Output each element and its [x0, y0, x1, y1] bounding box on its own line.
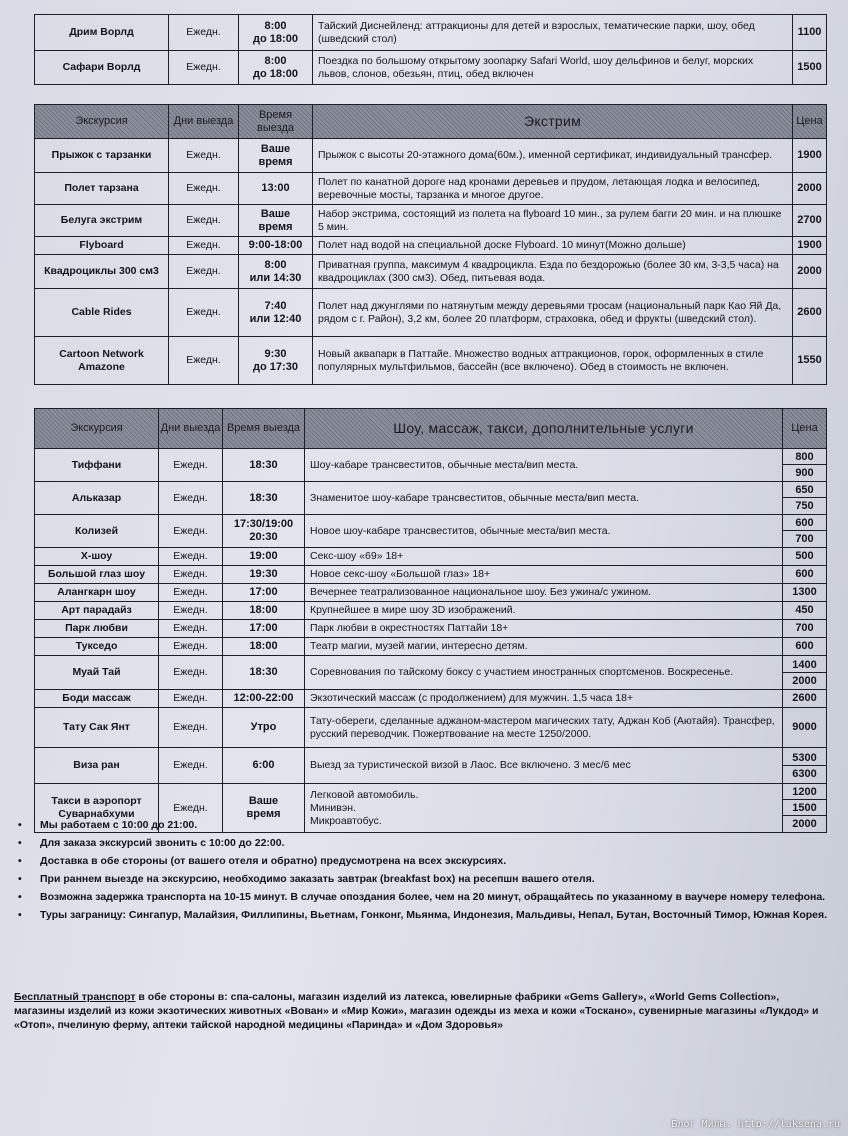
tour-time — [223, 620, 305, 638]
tour-description — [305, 602, 783, 620]
tour-description — [305, 482, 783, 515]
table-row — [35, 638, 827, 656]
price-line: 800 — [783, 449, 826, 465]
bullet-icon: • — [18, 855, 22, 867]
time-line: 18:00 — [249, 640, 278, 652]
tour-time — [223, 449, 305, 482]
time-line: Ваше — [260, 207, 291, 220]
price-line: 2000 — [792, 674, 817, 687]
description-line: Новое шоу-кабаре трансвеститов, обычные места/вип места. — [310, 524, 611, 537]
header-tour: Экскурсия — [35, 105, 169, 139]
description-line: Минивэн. — [310, 801, 356, 814]
tour-description — [305, 656, 783, 690]
note-text: Доставка в обе стороны (от вашего отеля и обратно) предусмотрена на всех экскурсиях. — [40, 855, 507, 867]
tour-price — [783, 656, 827, 690]
tour-time — [223, 584, 305, 602]
description-line: Новое секс-шоу «Большой глаз» 18+ — [310, 568, 491, 580]
tour-name: Прыжок с тарзанки — [35, 139, 169, 173]
price-lines — [783, 657, 826, 689]
header-time: Время выезда — [223, 409, 305, 449]
tour-time — [239, 205, 313, 237]
free-transport-text: в обе стороны в: спа-салоны, магазин изделий из латекса, ювелирные фабрики «Gems Gallery», «World Gems Collection», магазины изделий из кожи экзотических животных «Вован» и «Мир Кожи», магазин одежды из меха и кожи «Тоскано», сувенирные магазины «Лукдод» и «Отоп», пчелиную ферму, аптеки тайской народной медицины «Паринда» и «Дом Здоровья» — [14, 991, 819, 1031]
note-item — [18, 818, 828, 833]
tour-description — [305, 620, 783, 638]
time-line: Ваше — [260, 142, 291, 155]
table-row — [35, 708, 827, 748]
header-section: Экстрим — [313, 105, 793, 139]
time-line: Утро — [250, 721, 277, 733]
tour-days: Ежедн. — [169, 15, 239, 51]
tour-name: Арт парадайз — [35, 602, 159, 620]
tour-days: Ежедн. — [169, 173, 239, 205]
free-transport-label: Бесплатный транспорт — [14, 991, 136, 1003]
time-line: 20:30 — [249, 531, 278, 543]
tour-time — [239, 139, 313, 173]
header-tour: Экскурсия — [35, 409, 159, 449]
tour-price: 1100 — [793, 15, 827, 51]
tour-days: Ежедн. — [159, 638, 223, 656]
tour-name: Cable Rides — [35, 289, 169, 337]
tour-days: Ежедн. — [159, 482, 223, 515]
tour-name: Виза ран — [35, 748, 159, 784]
tour-time — [239, 289, 313, 337]
table-row — [35, 620, 827, 638]
table-row — [35, 237, 827, 255]
tour-time — [223, 548, 305, 566]
description-line: Экзотический массаж (с продолжением) для мужчин. 1,5 часа 18+ — [310, 692, 634, 704]
table-shows — [34, 408, 827, 833]
table-row — [35, 515, 827, 548]
time-line: время — [246, 808, 281, 820]
tour-description — [305, 690, 783, 708]
tour-description: Полет над водой на специальной доске Flyboard. 10 минут(Можно дольше) — [313, 237, 793, 255]
time-line: 19:30 — [249, 568, 278, 580]
header-price: Цена — [793, 105, 827, 139]
table-row — [35, 748, 827, 784]
tour-price: 1900 — [793, 139, 827, 173]
tour-time — [223, 515, 305, 548]
table-row — [35, 449, 827, 482]
time-line: или 14:30 — [249, 271, 302, 284]
footer-watermark: Блог Милы. http://laksena.ru — [671, 1119, 840, 1130]
note-text: При раннем выезде на экскурсию, необходимо заказать завтрак (breakfast box) на ресепшн вашего отеля. — [40, 873, 595, 885]
tour-name: Сафари Ворлд — [35, 51, 169, 85]
tour-time — [239, 51, 313, 85]
price-line: 2000 — [792, 818, 817, 830]
time-line: 8:00 — [264, 54, 287, 67]
time-line: до 18:00 — [253, 32, 298, 45]
bullet-icon: • — [18, 891, 22, 903]
tour-name: Муай Тай — [35, 656, 159, 690]
table-extreme — [34, 104, 827, 385]
description-line: Знаменитое шоу-кабаре трансвеститов, обычные места/вип места. — [310, 491, 639, 504]
tour-price: 1550 — [793, 337, 827, 385]
tour-time — [239, 173, 313, 205]
time-line: 9:00-18:00 — [248, 239, 303, 251]
tour-name: Колизей — [35, 515, 159, 548]
time-line: 19:00 — [249, 550, 278, 562]
tour-name: Квадроциклы 300 см3 — [35, 255, 169, 289]
table-row — [35, 566, 827, 584]
tour-description: Тайский Диснейленд: аттракционы для детей и взрослых, тематические парки, шоу, обед (шведский стол) — [313, 15, 793, 51]
time-line: до 18:00 — [253, 67, 298, 80]
tour-description: Прыжок с высоты 20-этажного дома(60м.), именной сертификат, индивидуальный трансфер. — [313, 139, 793, 173]
price-line: 600 — [783, 515, 826, 531]
tour-price: 1500 — [793, 51, 827, 85]
description-line: Легковой автомобиль. — [310, 788, 419, 801]
price-lines — [783, 482, 826, 514]
tour-price: 600 — [783, 638, 827, 656]
free-transport — [14, 990, 824, 1032]
tour-price — [783, 748, 827, 784]
table-row — [35, 690, 827, 708]
time-line: 18:30 — [249, 458, 278, 471]
tour-time — [239, 237, 313, 255]
price-lines — [783, 750, 826, 782]
note-text: Туры заграницу: Сингапур, Малайзия, Филлипины, Вьетнам, Гонконг, Мьянма, Индонезия, Мальдивы, Непал, Бутан, Восточный Тимор, Южная Корея. — [40, 909, 828, 921]
time-line: 17:00 — [249, 622, 278, 634]
description-line: Микроавтобус. — [310, 814, 382, 827]
tour-price — [783, 515, 827, 548]
tour-description: Набор экстрима, состоящий из полета на flyboard 10 мин., за рулем багги 20 мин. и на плюшке 5 мин. — [313, 205, 793, 237]
tour-time — [239, 15, 313, 51]
tour-days: Ежедн. — [159, 690, 223, 708]
tour-price: 2700 — [793, 205, 827, 237]
tour-description: Полет над джунглями по натянутым между деревьями тросам (национальный парк Као Яй Да, рядом с г. Район), 3,2 км, более 20 платформ, страховка, обед и фрукты (шведский стол). — [313, 289, 793, 337]
note-item — [18, 872, 828, 887]
price-line: 1500 — [783, 800, 826, 816]
tour-price — [783, 482, 827, 515]
tour-price: 2600 — [783, 690, 827, 708]
description-line: Крупнейшее в мире шоу 3D изображений. — [310, 604, 516, 616]
tour-days: Ежедн. — [169, 205, 239, 237]
tour-time — [223, 708, 305, 748]
price-line: 650 — [783, 482, 826, 498]
tour-name: Полет тарзана — [35, 173, 169, 205]
tour-days: Ежедн. — [159, 548, 223, 566]
table-row — [35, 139, 827, 173]
tour-price: 450 — [783, 602, 827, 620]
time-line: 17:30/19:00 — [233, 518, 294, 530]
time-line: время — [258, 155, 293, 168]
time-line: 6:00 — [252, 759, 275, 771]
price-line: 700 — [795, 533, 814, 545]
description-line: Выезд за туристической визой в Лаос. Все включено. 3 мес/6 мес — [310, 759, 631, 771]
time-line: 12:00-22:00 — [233, 692, 294, 704]
table-row — [35, 15, 827, 51]
tour-name: Cartoon Network Amazone — [35, 337, 169, 385]
time-line: 9:30 — [264, 347, 287, 360]
table-row — [35, 255, 827, 289]
tour-name: Дрим Ворлд — [35, 15, 169, 51]
table-row — [35, 482, 827, 515]
tour-days: Ежедн. — [169, 255, 239, 289]
tour-name: Большой глаз шоу — [35, 566, 159, 584]
tour-name: Альказар — [35, 482, 159, 515]
tour-name: Алангкарн шоу — [35, 584, 159, 602]
tour-name: Парк любви — [35, 620, 159, 638]
tour-description — [305, 449, 783, 482]
tour-days: Ежедн. — [159, 620, 223, 638]
time-line: 8:00 — [264, 19, 287, 32]
table-row — [35, 289, 827, 337]
price-line: 1200 — [783, 784, 826, 800]
tour-time — [223, 748, 305, 784]
tour-time — [223, 656, 305, 690]
tour-description — [305, 584, 783, 602]
tour-time — [223, 482, 305, 515]
description-line: Вечернее театрализованное национальное шоу. Без ужина/с ужином. — [310, 586, 652, 598]
bullet-icon: • — [18, 873, 22, 885]
tour-price: 700 — [783, 620, 827, 638]
tour-price: 500 — [783, 548, 827, 566]
time-line: время — [258, 220, 293, 233]
tour-price: 1300 — [783, 584, 827, 602]
time-line: 17:00 — [249, 586, 278, 598]
tour-name: X-шоу — [35, 548, 159, 566]
table-row — [35, 337, 827, 385]
tour-days: Ежедн. — [159, 602, 223, 620]
price-line: 5300 — [783, 750, 826, 766]
tour-description — [305, 566, 783, 584]
tour-name: Такси в аэропорт Суварнабхуми — [35, 784, 159, 833]
tour-description: Поездка по большому открытому зоопарку Safari World, шоу дельфинов и белуг, морских львов, слонов, обезьян, птиц, обед включен — [313, 51, 793, 85]
tour-price: 9000 — [783, 708, 827, 748]
tour-price: 600 — [783, 566, 827, 584]
description-line: Тату-обереги, сделанные аджаном-мастером магических тату, Аджан Коб (Аютайя). Трансфер, русский переводчик. Пожертвование на месте 1250/2000. — [310, 714, 775, 740]
tour-days: Ежедн. — [159, 656, 223, 690]
tour-days: Ежедн. — [159, 515, 223, 548]
header-days: Дни выезда — [169, 105, 239, 139]
header-price: Цена — [783, 409, 827, 449]
tour-price — [783, 449, 827, 482]
tour-price: 1900 — [793, 237, 827, 255]
tour-name: Тукседо — [35, 638, 159, 656]
tour-days: Ежедн. — [169, 139, 239, 173]
tour-description: Новый аквапарк в Паттайе. Множество водных аттракционов, горок, оформленных в стиле популярных мультфильмов, бассейн (все включено). Обед в стоимость не включен. — [313, 337, 793, 385]
table-row — [35, 51, 827, 85]
note-item — [18, 908, 828, 923]
tour-days: Ежедн. — [159, 566, 223, 584]
table-row — [35, 548, 827, 566]
tour-description: Приватная группа, максимум 4 квадроцикла. Езда по бездорожью (более 30 км, 3-3,5 часа) на квадроциклах (300 см3). Обед, питьевая вода. — [313, 255, 793, 289]
description-line: Парк любви в окрестностях Паттайи 18+ — [310, 622, 509, 634]
time-line: Ваше — [248, 795, 279, 807]
table-row — [35, 205, 827, 237]
table-row — [35, 602, 827, 620]
tour-description: Полет по канатной дороге над кронами деревьев и прудом, летающая лодка и велосипед, веревочные мосты, тарзанка и многое другое. — [313, 173, 793, 205]
note-item — [18, 890, 828, 905]
tour-days: Ежедн. — [159, 449, 223, 482]
time-line: 13:00 — [261, 182, 290, 194]
tour-days: Ежедн. — [159, 748, 223, 784]
bullet-icon: • — [18, 819, 22, 831]
bullet-icon: • — [18, 909, 22, 921]
tour-time — [223, 602, 305, 620]
tour-description — [305, 548, 783, 566]
note-item — [18, 836, 828, 851]
time-line: 7:40 — [264, 299, 287, 312]
header-section: Шоу, массаж, такси, дополнительные услуги — [305, 409, 783, 449]
tour-days: Ежедн. — [169, 289, 239, 337]
notes-list — [18, 818, 828, 926]
description-line: Шоу-кабаре трансвеститов, обычные места/вип места. — [310, 458, 579, 471]
tour-price: 2000 — [793, 255, 827, 289]
time-line: 8:00 — [264, 258, 287, 271]
tour-description — [305, 708, 783, 748]
description-line: Соревнования по тайскому боксу с участием иностранных спортсменов. Воскресенье. — [310, 666, 734, 678]
description-line: Театр магии, музей магии, интересно детям. — [310, 640, 528, 652]
bullet-icon: • — [18, 837, 22, 849]
tour-price: 2600 — [793, 289, 827, 337]
tour-time — [223, 690, 305, 708]
tour-name: Боди массаж — [35, 690, 159, 708]
price-lines — [783, 515, 826, 547]
tour-days: Ежедн. — [169, 237, 239, 255]
price-line: 900 — [795, 467, 814, 479]
tour-days: Ежедн. — [159, 708, 223, 748]
description-line: Секс-шоу «69» 18+ — [310, 550, 404, 562]
price-lines — [783, 449, 826, 481]
note-item — [18, 854, 828, 869]
price-line: 750 — [795, 500, 814, 512]
tour-time — [239, 255, 313, 289]
tour-name: Тату Сак Янт — [35, 708, 159, 748]
tour-days: Ежедн. — [159, 784, 223, 833]
note-text: Мы работаем с 10:00 до 21:00. — [40, 819, 198, 831]
time-line: 18:30 — [249, 491, 278, 504]
table-row — [35, 656, 827, 690]
note-text: Для заказа экскурсий звонить с 10:00 до 22:00. — [40, 837, 285, 849]
header-days: Дни выезда — [159, 409, 223, 449]
price-line: 6300 — [792, 767, 817, 780]
tour-description — [305, 515, 783, 548]
tour-name: Flyboard — [35, 237, 169, 255]
time-line: 18:00 — [249, 604, 278, 616]
table-row — [35, 173, 827, 205]
tour-days: Ежедн. — [159, 584, 223, 602]
tour-description — [305, 638, 783, 656]
price-line: 1400 — [783, 657, 826, 673]
tour-time — [223, 566, 305, 584]
time-line: 18:30 — [249, 666, 278, 678]
header-time: Время выезда — [239, 105, 313, 139]
table-top — [34, 14, 827, 85]
tour-description — [305, 748, 783, 784]
tour-name: Тиффани — [35, 449, 159, 482]
tour-time — [239, 337, 313, 385]
table-row — [35, 584, 827, 602]
tour-name: Белуга экстрим — [35, 205, 169, 237]
tour-price: 2000 — [793, 173, 827, 205]
tour-time — [223, 638, 305, 656]
time-line: до 17:30 — [253, 360, 298, 373]
tour-days: Ежедн. — [169, 51, 239, 85]
tour-days: Ежедн. — [169, 337, 239, 385]
note-text: Возможна задержка транспорта на 10-15 минут. В случае опоздания более, чем на 20 минут, обращайтесь по указанному в ваучере номеру телефона. — [40, 891, 826, 903]
time-line: или 12:40 — [249, 312, 302, 325]
